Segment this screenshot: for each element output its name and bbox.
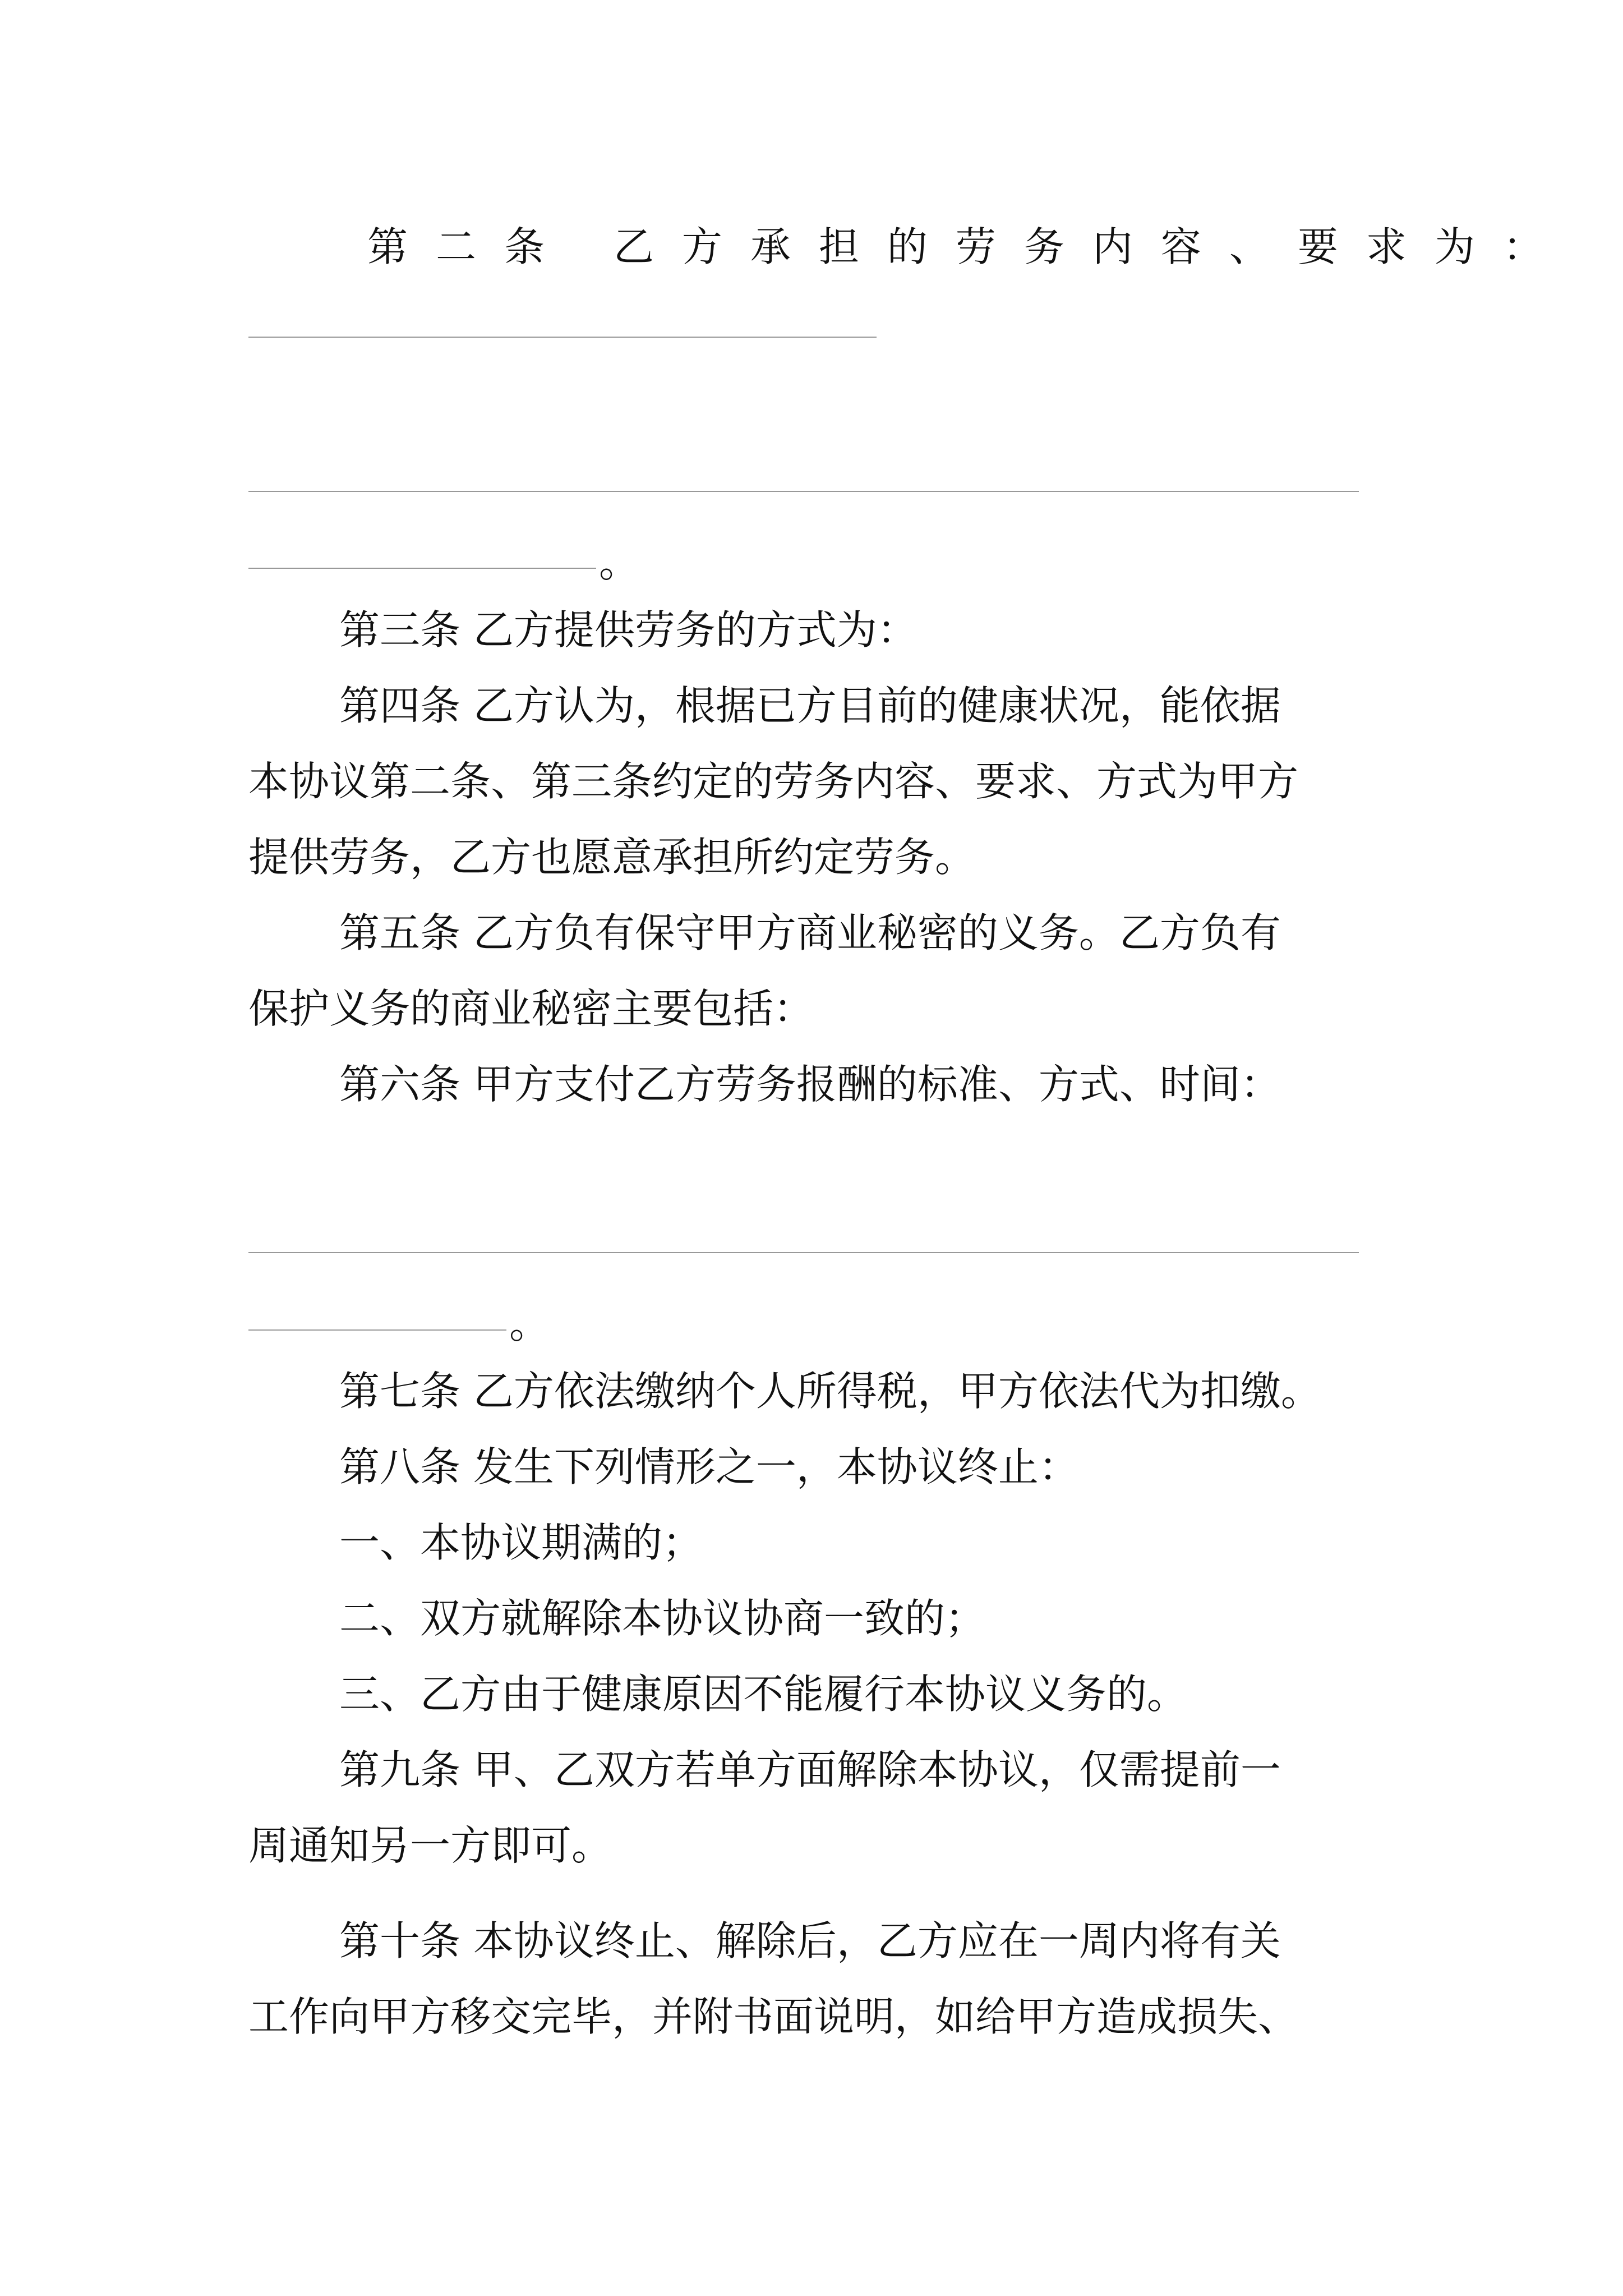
article-7: 第七条 乙方依法缴纳个人所得税，甲方依法代为扣缴。 [339, 1368, 1321, 1415]
article-8-item-2: 二、双方就解除本协议协商一致的； [339, 1595, 986, 1642]
article-2-period: 。 [599, 539, 640, 586]
fill-in-blank [248, 1329, 506, 1331]
article-4-line-2: 本协议第二条、第三条约定的劳务内容、要求、方式为甲方 [248, 758, 1299, 805]
article-8-item-1: 一、本协议期满的； [339, 1519, 703, 1566]
article-5-line-1: 第五条 乙方负有保守甲方商业秘密的义务。乙方负有 [339, 909, 1281, 956]
fill-in-blank [248, 491, 1359, 492]
fill-in-blank [248, 1252, 1359, 1253]
article-6-period: 。 [509, 1300, 550, 1347]
article-10-line-2: 工作向甲方移交完毕，并附书面说明，如给甲方造成损失、 [248, 1993, 1299, 2040]
article-9-line-2: 周通知另一方即可。 [248, 1822, 612, 1869]
article-4-line-3: 提供劳务，乙方也愿意承担所约定劳务。 [248, 834, 976, 881]
article-8-item-3: 三、乙方由于健康原因不能履行本协议义务的。 [339, 1671, 1188, 1718]
fill-in-blank [248, 568, 596, 569]
article-10-line-1: 第十条 本协议终止、解除后，乙方应在一周内将有关 [339, 1917, 1281, 1964]
article-8: 第八条 发生下列情形之一，本协议终止： [339, 1443, 1079, 1490]
article-3: 第三条 乙方提供劳务的方式为： [339, 606, 917, 654]
article-6: 第六条 甲方支付乙方劳务报酬的标准、方式、时间： [339, 1061, 1281, 1108]
fill-in-blank [248, 337, 877, 338]
article-5-line-2: 保护义务的商业秘密主要包括： [248, 985, 814, 1032]
article-2-heading: 第二条 乙方承担的劳务内容、要求为： [367, 223, 1571, 270]
article-4-line-1: 第四条 乙方认为，根据已方目前的健康状况，能依据 [339, 682, 1281, 729]
article-9-line-1: 第九条 甲、乙双方若单方面解除本协议，仅需提前一 [339, 1746, 1281, 1793]
